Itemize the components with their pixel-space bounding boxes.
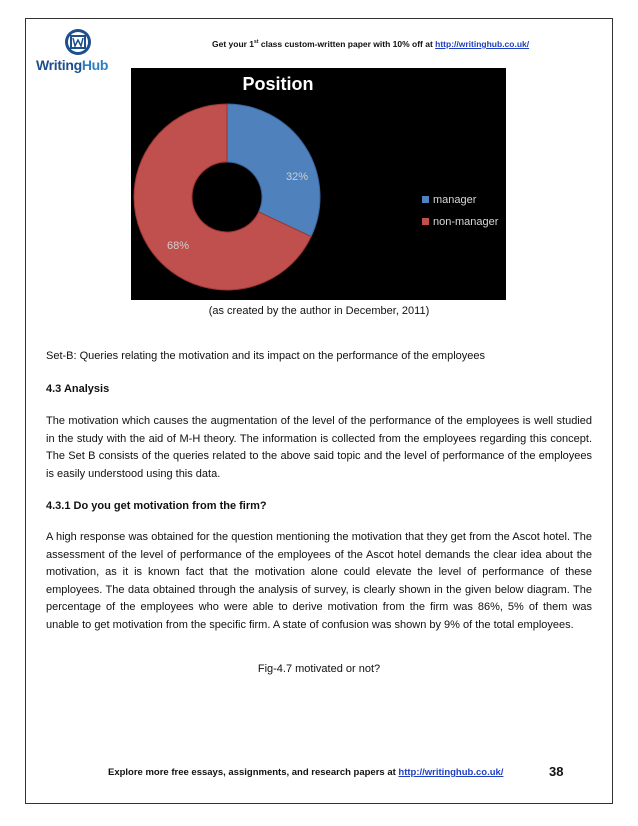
chart-caption: (as created by the author in December, 2011) xyxy=(208,305,430,317)
motivation-paragraph: A high response was obtained for the question mentioning the motivation that they get from the Ascot hotel. The assessment of the level of performance of the employees of the Ascot hotel demands the clear idea about the motivation, as it is known fact that the motivation alone could elevate the level of performance of these employees. The data obtained through the analysis of survey, is clearly shown in the given below diagram. The percentage of the employees who were able to derive motivation from the firm was 86%, 5% of them was unable to get motivation from the specific firm. A state of confusion was shown by 9% of the total employees. xyxy=(46,531,592,631)
promo-header: Get your 1st class custom-written paper with 10% off at http://writinghub.co.uk/ xyxy=(212,39,530,49)
section-4-3-heading: 4.3 Analysis xyxy=(46,383,110,395)
legend-swatch-manager xyxy=(422,196,429,203)
chart-title: Position xyxy=(242,74,314,94)
analysis-paragraph: The motivation which causes the augmentation of the level of the performance of the employees is well studied in the study with the aid of M-H theory. The information is collected from the employees regarding this concept. The Set B consists of the queries related to the above said topic and the level of performance of the employees is easily understood using this data. xyxy=(46,415,592,480)
promo-link[interactable]: http://writinghub.co.uk/ xyxy=(435,39,530,49)
setb-heading: Set-B: Queries relating the motivation and its impact on the performance of the employees xyxy=(46,350,486,362)
legend-label-manager: manager xyxy=(433,194,477,206)
position-chart xyxy=(131,68,506,300)
legend-swatch-non-manager xyxy=(422,218,429,225)
legend-label-non-manager: non-manager xyxy=(433,216,499,228)
section-4-3-1-heading: 4.3.1 Do you get motivation from the firm? xyxy=(46,500,267,512)
footer-link[interactable]: http://writinghub.co.uk/ xyxy=(398,767,504,778)
position-chart-svg xyxy=(131,68,506,300)
page-number: 38 xyxy=(549,764,564,779)
data-label-non-manager: 68% xyxy=(167,240,190,252)
logo-wordmark: WritingHub xyxy=(36,57,109,73)
figure-caption: Fig-4.7 motivated or not? xyxy=(257,663,381,675)
data-label-manager: 32% xyxy=(286,171,309,183)
footer-text: Explore more free essays, assignments, and research papers at http://writinghub.co.uk/ xyxy=(108,767,504,778)
